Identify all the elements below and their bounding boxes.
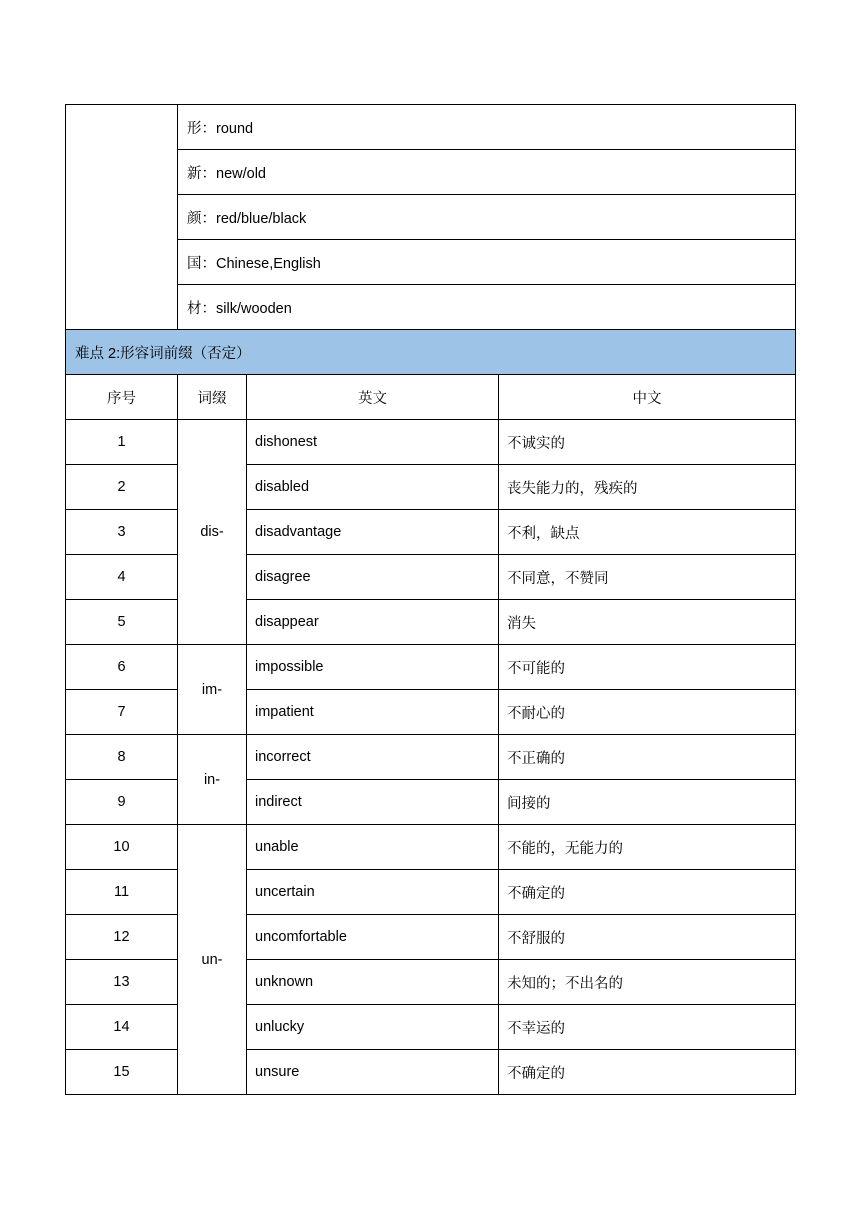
prefix-cell: dis- (178, 420, 247, 645)
chinese-meaning: 不诚实的 (499, 420, 796, 465)
section-header-row (66, 330, 796, 375)
row-number: 10 (66, 825, 178, 870)
adjective-order-item: 国：Chinese,English (178, 240, 796, 285)
chinese-meaning: 不耐心的 (499, 690, 796, 735)
english-word: disadvantage (247, 510, 499, 555)
row-number: 5 (66, 600, 178, 645)
table-row (66, 915, 796, 960)
english-word: unsure (247, 1050, 499, 1095)
table-row (66, 600, 796, 645)
chinese-meaning: 不能的，无能力的 (499, 825, 796, 870)
table-row (66, 825, 796, 870)
table-row (66, 420, 796, 465)
chinese-meaning: 不可能的 (499, 645, 796, 690)
chinese-meaning: 不正确的 (499, 735, 796, 780)
chinese-meaning: 消失 (499, 600, 796, 645)
adjective-order-item: 形：round (178, 105, 796, 150)
prefix-cell: in- (178, 735, 247, 825)
table-row (66, 690, 796, 735)
english-word: dishonest (247, 420, 499, 465)
english-word: disagree (247, 555, 499, 600)
row-number: 15 (66, 1050, 178, 1095)
table-row (66, 645, 796, 690)
english-word: unable (247, 825, 499, 870)
english-word: uncomfortable (247, 915, 499, 960)
row-number: 2 (66, 465, 178, 510)
row-number: 13 (66, 960, 178, 1005)
english-word: unknown (247, 960, 499, 1005)
header-prefix: 词缀 (178, 375, 247, 420)
chinese-meaning: 不确定的 (499, 870, 796, 915)
table-row (66, 735, 796, 780)
table-row (66, 510, 796, 555)
table-row (66, 780, 796, 825)
table-row (66, 960, 796, 1005)
header-english: 英文 (247, 375, 499, 420)
row-number: 3 (66, 510, 178, 555)
chinese-meaning: 未知的；不出名的 (499, 960, 796, 1005)
vocabulary-table (65, 104, 796, 1095)
top-row (66, 105, 796, 150)
prefix-cell: im- (178, 645, 247, 735)
chinese-meaning: 不同意，不赞同 (499, 555, 796, 600)
row-number: 7 (66, 690, 178, 735)
prefix-cell: un- (178, 825, 247, 1095)
row-number: 4 (66, 555, 178, 600)
adjective-order-item: 材：silk/wooden (178, 285, 796, 330)
row-number: 6 (66, 645, 178, 690)
english-word: indirect (247, 780, 499, 825)
table-row (66, 1005, 796, 1050)
english-word: uncertain (247, 870, 499, 915)
chinese-meaning: 丧失能力的，残疾的 (499, 465, 796, 510)
row-number: 8 (66, 735, 178, 780)
row-number: 14 (66, 1005, 178, 1050)
english-word: unlucky (247, 1005, 499, 1050)
table-row (66, 1050, 796, 1095)
row-number: 9 (66, 780, 178, 825)
row-number: 11 (66, 870, 178, 915)
chinese-meaning: 不确定的 (499, 1050, 796, 1095)
row-number: 1 (66, 420, 178, 465)
chinese-meaning: 不舒服的 (499, 915, 796, 960)
header-num: 序号 (66, 375, 178, 420)
english-word: disappear (247, 600, 499, 645)
adjective-order-item: 颜：red/blue/black (178, 195, 796, 240)
chinese-meaning: 不幸运的 (499, 1005, 796, 1050)
table-row (66, 465, 796, 510)
table-row (66, 870, 796, 915)
table-row (66, 555, 796, 600)
column-header-row (66, 375, 796, 420)
english-word: impatient (247, 690, 499, 735)
english-word: incorrect (247, 735, 499, 780)
adjective-order-item: 新：new/old (178, 150, 796, 195)
english-word: disabled (247, 465, 499, 510)
english-word: impossible (247, 645, 499, 690)
chinese-meaning: 不利，缺点 (499, 510, 796, 555)
section-title: 难点 2:形容词前缀（否定） (66, 330, 796, 375)
chinese-meaning: 间接的 (499, 780, 796, 825)
row-number: 12 (66, 915, 178, 960)
header-chinese: 中文 (499, 375, 796, 420)
top-left-blank-cell (66, 105, 178, 330)
